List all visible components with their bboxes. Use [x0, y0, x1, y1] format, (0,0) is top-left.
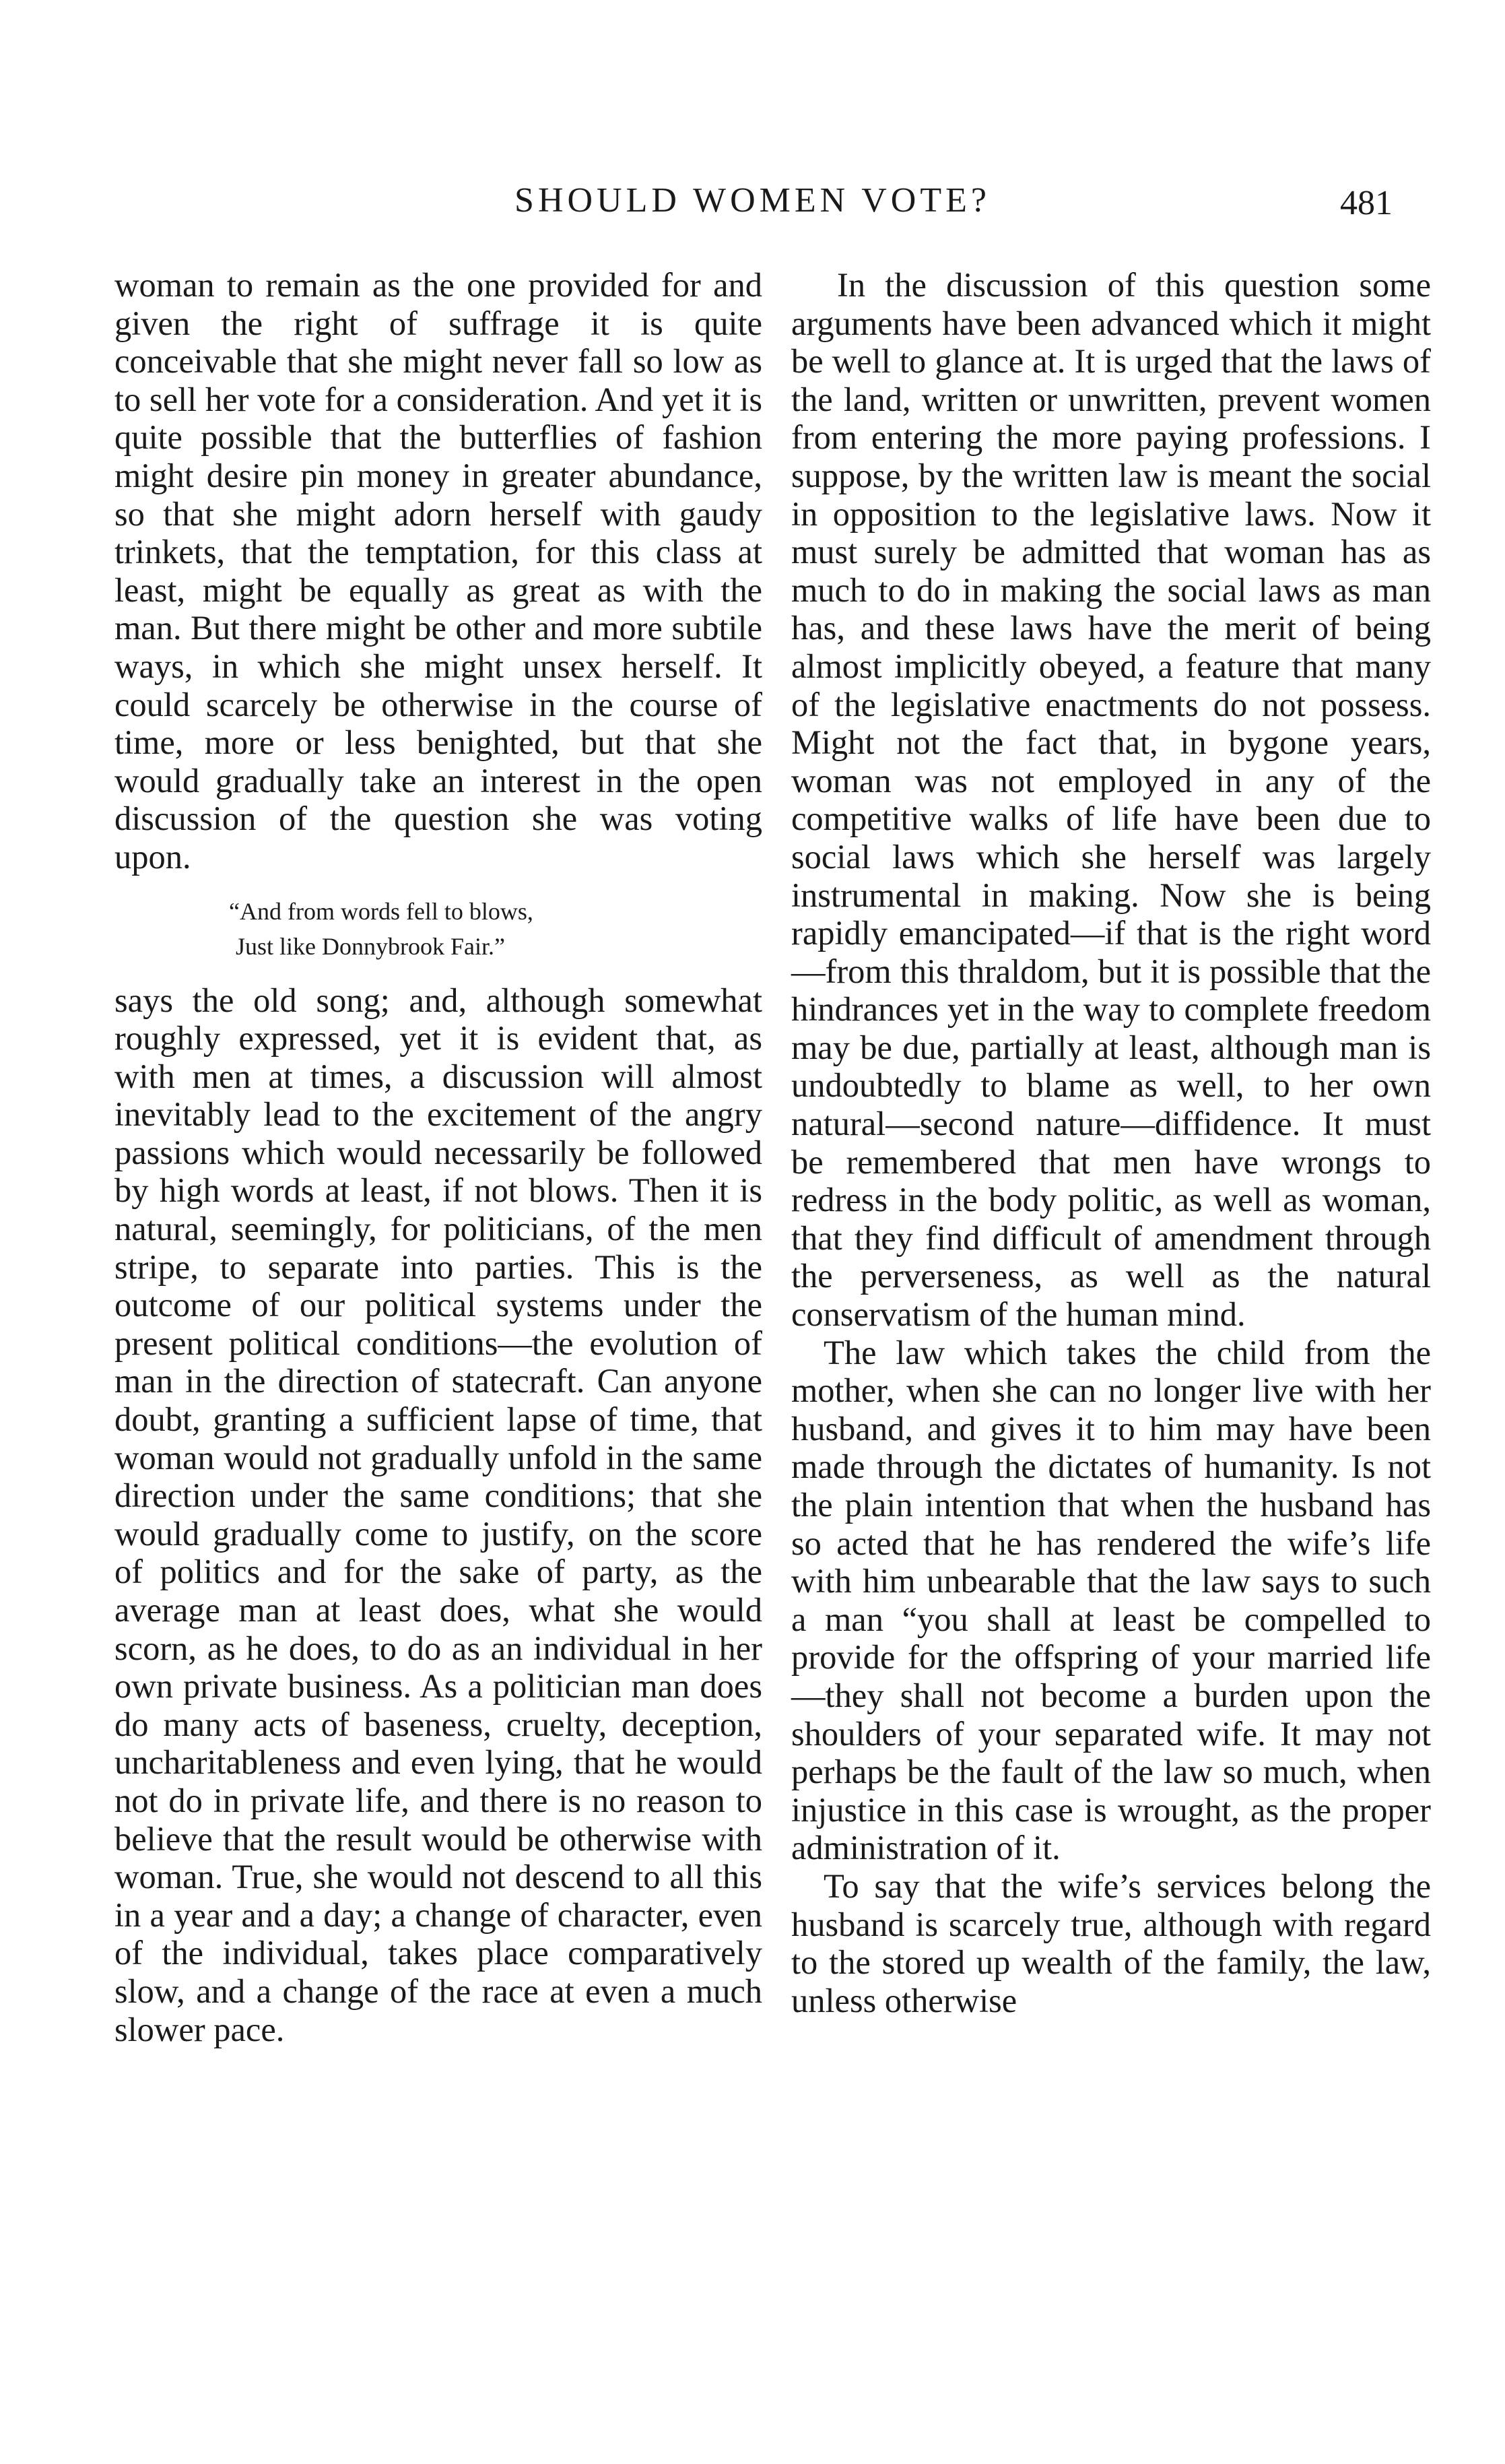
page-number: 481 [1340, 184, 1393, 222]
right-paragraph-3: To say that the wife’s services belong the husband is scarcely true, although with regard to the stored up wealth of the family, the law, unless otherwise [791, 1867, 1431, 2019]
right-paragraph-2: The law which takes the child from the mother, when she can no longer live with her husband, and gives it to him may have been made through the dictates of humanity. Is not the plain intention that when the husband has so acted that he has rendered the wife’s life with him unbearable that the law says to such a man “you shall at least be compelled to provide for the offspring of your married life—they shall not become a burden upon the shoulders of your separated wife. It may not perhaps be the fault of the law so much, when injustice in this case is wrought, as the proper administration of it. [791, 1333, 1431, 1867]
left-column [114, 266, 762, 2048]
left-paragraph-2: says the old song; and, although somewhat roughly expressed, yet it is evident that, as with men at times, a discussion will almost inevitably lead to the excitement of the angry passions which would necessarily be followed by high words at least, if not blows. Then it is natural, seemingly, for politicians, of the men stripe, to separate into parties. This is the outcome of our political systems under the present political conditions—the evolution of man in the direction of statecraft. Can anyone doubt, granting a sufficient lapse of time, that woman would not gradually unfold in the same direction under the same conditions; that she would gradually come to justify, on the score of politics and for the sake of party, as the average man at least does, what she would scorn, as he does, to do as an individual in her own private business. As a politician man does do many acts of baseness, cruelty, deception, uncharitableness and even lying, that he would not do in private life, and there is no reason to believe that the result would be otherwise with woman. True, she would not descend to all this in a year and a day; a change of character, even of the individual, takes place comparatively slow, and a change of the race at even a much slower pace. [114, 981, 762, 2048]
right-column [791, 266, 1431, 2019]
right-paragraph-1: In the discussion of this question some arguments have been advanced which it might be well to glance at. It is urged that the laws of the land, written or unwritten, prevent women from entering the more paying professions. I suppose, by the written law is meant the social in opposition to the legislative laws. Now it must surely be admitted that woman has as much to do in making the social laws as man has, and these laws have the merit of being almost implicitly obeyed, a feature that many of the legislative enactments do not possess. Might not the fact that, in bygone years, woman was not employed in any of the competitive walks of life have been due to social laws which she herself was largely instrumental in making. Now she is being rapidly emancipated—if that is the right word—from this thraldom, but it is possible that the hindrances yet in the way to complete freedom may be due, partially at least, although man is undoubtedly to blame as well, to her own natural—second nature—diffidence. It must be remembered that men have wrongs to redress in the body politic, as well as woman, that they find difficult of amendment through the perverseness, as well as the natural conservatism of the human mind. [791, 266, 1431, 1334]
song-quote [114, 894, 762, 964]
running-header-title: SHOULD WOMEN VOTE? [514, 181, 991, 220]
quote-line-1: “And from words fell to blows, [229, 897, 533, 925]
quote-line-2: Just like Donnybrook Fair.” [236, 932, 505, 960]
left-paragraph-1: woman to remain as the one provided for and given the right of suffrage it is quite conceivable that she might never fall so low as to sell her vote for a consideration. And yet it is quite possible that the butterflies of fashion might desire pin money in greater abundance, so that she might adorn herself with gaudy trinkets, that the temptation, for this class at least, might be equally as great as with the man. But there might be other and more subtile ways, in which she might unsex herself. It could scarcely be otherwise in the course of time, more or less benighted, but that she would gradually take an interest in the open discussion of the question she was voting upon. [114, 266, 762, 876]
